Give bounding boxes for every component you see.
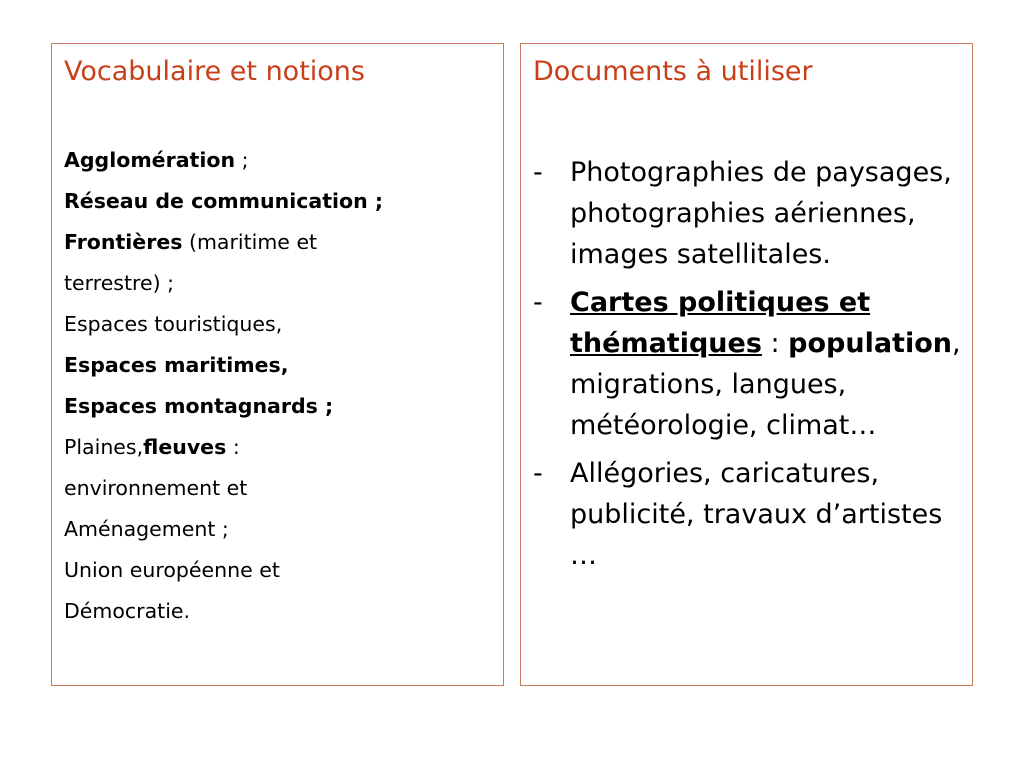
term-bold: Espaces montagnards ; (64, 394, 334, 418)
term-text: environnement et (64, 476, 248, 500)
term-bold: Frontières (64, 230, 183, 254)
dash-bullet: - (533, 157, 543, 188)
term-text: Union européenne et (64, 558, 280, 582)
documents-box (520, 43, 973, 686)
term-text: ; (235, 148, 249, 172)
document-item (533, 453, 961, 576)
vocabulary-line (64, 263, 489, 304)
term-text: Aménagement ; (64, 517, 229, 541)
term-text: terrestre) ; (64, 271, 175, 295)
vocabulary-line (64, 181, 489, 222)
vocabulary-line (64, 222, 489, 263)
term-text: Démocratie. (64, 599, 191, 623)
vocabulary-line (64, 468, 489, 509)
document-underlined-text: Cartes politiques et thématiques (570, 287, 871, 359)
term-bold: Agglomération (64, 148, 236, 172)
term-bold: Espaces maritimes, (64, 353, 289, 377)
term-text: Plaines, (64, 435, 144, 459)
vocabulary-line (64, 591, 489, 632)
documents-title: Documents à utiliser (533, 56, 813, 87)
dash-bullet: - (533, 287, 543, 318)
document-bold-text: population (788, 328, 952, 359)
dash-bullet: - (533, 458, 543, 489)
document-text: , migrations, langues, météorologie, climat… (570, 328, 961, 441)
vocabulary-line (64, 304, 489, 345)
term-text: (maritime et (182, 230, 318, 254)
vocabulary-line (64, 345, 489, 386)
vocabulary-line (64, 427, 489, 468)
vocabulary-line (64, 509, 489, 550)
vocabulary-line (64, 386, 489, 427)
vocabulary-list (64, 140, 489, 632)
document-text: Photographies de paysages, photographies aériennes, images satellitales. (570, 157, 952, 270)
document-item (533, 282, 961, 446)
term-bold: fleuves (143, 435, 227, 459)
term-bold: Réseau de communication ; (64, 189, 384, 213)
vocabulary-box (51, 43, 504, 686)
document-text: Allégories, caricatures, publicité, travaux d’artistes … (570, 458, 943, 571)
vocabulary-line (64, 140, 489, 181)
term-text: : (226, 435, 240, 459)
documents-list (533, 152, 961, 583)
vocabulary-title: Vocabulaire et notions (64, 56, 365, 87)
vocabulary-line (64, 550, 489, 591)
document-text: : (761, 328, 789, 359)
document-item (533, 152, 961, 275)
term-text: Espaces touristiques, (64, 312, 283, 336)
